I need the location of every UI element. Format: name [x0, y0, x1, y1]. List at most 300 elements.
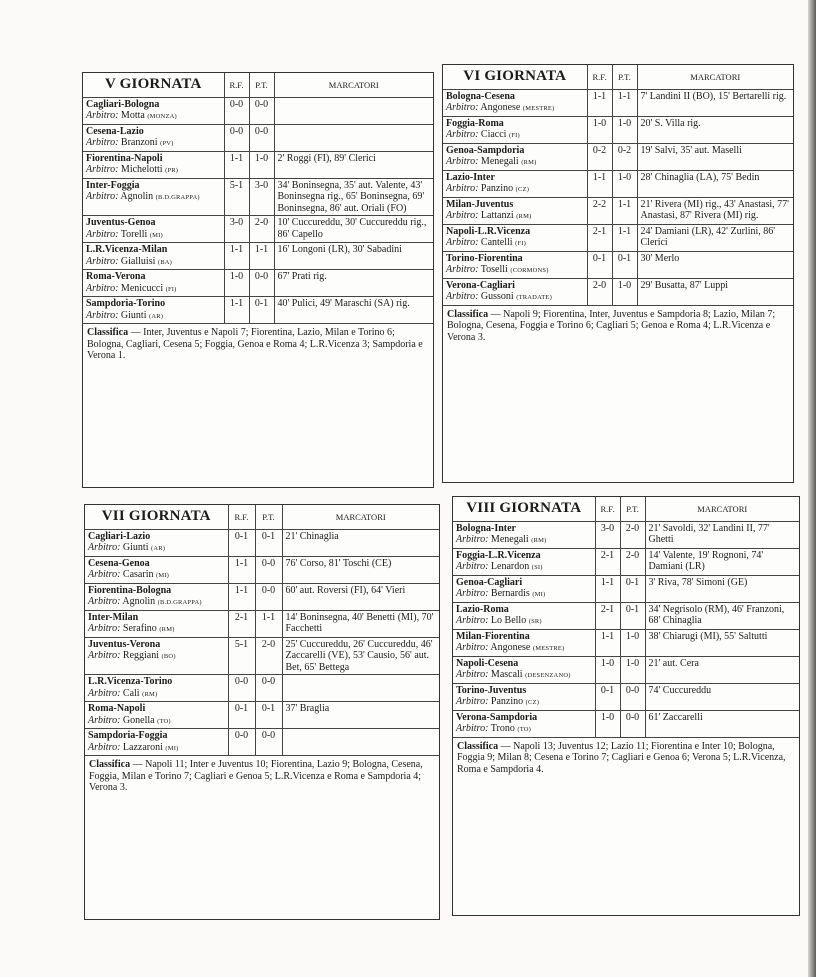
referee-city: (MI): [165, 744, 179, 752]
referee-label: Arbitro:: [88, 596, 121, 607]
final-score: 5-1: [228, 637, 255, 675]
scorers: 25' Cuccureddu, 26' Cuccureddu, 46' Zaccarelli (VE), 53' Causio, 56' aut. Bet, 65' Bettega: [282, 637, 439, 675]
referee-name: Angonese: [490, 642, 531, 653]
referee-name: Menegali: [480, 156, 519, 167]
column-header-rf: R.F.: [587, 65, 612, 89]
referee-line: [456, 561, 592, 574]
referee-line: [456, 642, 592, 655]
half-time-score: 2-0: [620, 548, 645, 575]
referee-label: Arbitro:: [88, 687, 121, 699]
match-row: [453, 656, 799, 683]
match-cell: [443, 116, 587, 143]
referee-name: Giunti: [120, 309, 147, 321]
match-cell: [85, 637, 228, 675]
referee-label: Arbitro:: [456, 588, 489, 599]
match-cell: [83, 270, 224, 297]
referee-name: Panzino: [480, 183, 514, 194]
match-cell: [443, 278, 587, 305]
referee-line: [446, 183, 584, 196]
referee-name: Michelotti: [120, 164, 163, 175]
match-row: [443, 89, 793, 116]
giornata-title: VII GIORNATA: [85, 505, 228, 529]
classifica-label: Classifica: [447, 308, 489, 320]
match-teams: Inter-Foggia: [86, 179, 140, 191]
match-teams: L.R.Vicenza-Milan: [86, 244, 168, 255]
referee-city: (TO): [517, 726, 532, 733]
match-teams: Torino-Fiorentina: [446, 252, 523, 264]
referee-city: (SR): [528, 618, 542, 625]
match-teams: Foggia-Roma: [446, 117, 504, 129]
referee-city: (MESTRE): [532, 645, 565, 652]
scorers: [274, 97, 433, 124]
match-row: [85, 610, 439, 637]
referee-line: [88, 569, 225, 582]
referee-city: (AR): [148, 312, 164, 320]
match-row: [443, 251, 793, 278]
referee-name: Toselli: [480, 264, 508, 275]
half-time-score: 0-0: [255, 583, 282, 610]
half-time-score: 1-0: [620, 629, 645, 656]
referee-label: Arbitro:: [446, 129, 479, 140]
half-time-score: 1-0: [612, 278, 637, 305]
referee-line: [86, 310, 221, 323]
match-row: [85, 556, 439, 583]
final-score: 1-0: [224, 270, 249, 297]
final-score: 1-0: [587, 116, 612, 143]
match-cell: [85, 583, 228, 610]
referee-name: Calì: [122, 687, 140, 699]
results-table: [85, 505, 439, 756]
match-teams: Cesena-Lazio: [86, 125, 144, 137]
match-row: [83, 216, 433, 243]
match-teams: Roma-Verona: [86, 271, 146, 282]
scorers: 20' S. Villa rig.: [637, 116, 793, 143]
classifica: [443, 306, 793, 347]
match-teams: Milan-Juventus: [446, 198, 514, 210]
referee-label: Arbitro:: [446, 210, 479, 221]
referee-name: Ciacci: [480, 129, 507, 140]
half-time-score: 0-0: [249, 270, 274, 297]
referee-name: Giunti: [122, 542, 149, 553]
referee-label: Arbitro:: [86, 282, 119, 294]
referee-name: Lazzaroni: [122, 741, 163, 753]
classifica-label: Classifica: [87, 327, 129, 338]
match-teams: Genoa-Cagliari: [456, 576, 523, 588]
column-header-rf: R.F.: [228, 505, 255, 529]
match-teams: Bologna-Cesena: [446, 90, 515, 102]
match-cell: [85, 675, 228, 702]
match-row: [85, 729, 439, 756]
referee-city: (MI): [155, 572, 170, 579]
match-teams: Milan-Fiorentina: [456, 630, 530, 642]
referee-label: Arbitro:: [456, 642, 489, 653]
match-cell: [443, 251, 587, 278]
match-row: [85, 529, 439, 556]
scorers: 21' aut. Cera: [645, 656, 799, 683]
header-row: [443, 65, 793, 89]
match-teams: Cesena-Genoa: [88, 557, 150, 569]
match-row: [453, 683, 799, 710]
final-score: 1-1: [224, 243, 249, 270]
classifica: [453, 738, 799, 779]
referee-city: (AR): [150, 545, 166, 552]
scorers: 34' Negrisolo (RM), 46' Franzoni, 68' Chinaglia: [645, 602, 799, 629]
scorers: 19' Salvi, 35' aut. Maselli: [637, 143, 793, 170]
referee-city: (CZ): [515, 186, 530, 193]
half-time-score: 0-1: [249, 297, 274, 324]
match-row: [83, 270, 433, 297]
match-row: [85, 675, 439, 702]
half-time-score: 1-1: [612, 224, 637, 251]
classifica-text: — Napoli 11; Inter e Juventus 10; Fiorentina, Lazio 9; Bologna, Cesena, Foggia, Milan e Torino 7; Cagliari e Genoa 5; L.R.Vicenza e Roma e Sampdoria 4; Verona 3.: [89, 759, 423, 793]
match-cell: [453, 656, 595, 683]
referee-line: [446, 237, 584, 250]
scorers: 60' aut. Roversi (FI), 64' Vieri: [282, 583, 439, 610]
half-time-score: 0-0: [249, 124, 274, 151]
match-cell: [85, 556, 228, 583]
half-time-score: 1-1: [612, 89, 637, 116]
match-row: [443, 170, 793, 197]
referee-name: Reggiani: [122, 650, 160, 661]
classifica-label: Classifica: [457, 740, 499, 752]
match-row: [83, 297, 433, 324]
referee-city: (B.D.GRAPPA): [155, 194, 200, 201]
column-header-pt: P.T.: [249, 73, 274, 97]
referee-city: (RM): [159, 626, 175, 633]
referee-label: Arbitro:: [86, 255, 119, 267]
referee-label: Arbitro:: [446, 291, 479, 302]
scorers: 14' Boninsegna, 40' Benetti (MI), 70' Facchetti: [282, 610, 439, 637]
referee-line: [88, 650, 225, 663]
referee-line: [88, 742, 225, 755]
match-teams: Foggia-L.R.Vicenza: [456, 549, 541, 561]
referee-city: (PV): [160, 140, 174, 147]
referee-line: [456, 534, 592, 547]
match-teams: Lazio-Inter: [446, 171, 495, 183]
referee-line: [456, 723, 592, 736]
referee-label: Arbitro:: [86, 137, 119, 148]
match-row: [85, 702, 439, 729]
referee-city: (TO): [157, 717, 171, 725]
final-score: 3-0: [224, 216, 249, 243]
referee-label: Arbitro:: [446, 156, 479, 167]
half-time-score: 1-1: [249, 243, 274, 270]
final-score: 1-1: [228, 583, 255, 610]
final-score: 0-1: [595, 683, 620, 710]
match-row: [83, 97, 433, 124]
final-score: 0-0: [228, 729, 255, 756]
panel-vii-giornata: [84, 504, 440, 920]
referee-city: (MESTRE): [522, 105, 555, 112]
final-score: 2-1: [228, 610, 255, 637]
match-cell: [453, 575, 595, 602]
match-cell: [443, 143, 587, 170]
referee-name: Lenardon: [490, 561, 530, 572]
half-time-score: 1-1: [255, 610, 282, 637]
scorers: 38' Chiarugi (MI), 55' Saltutti: [645, 629, 799, 656]
referee-name: Lo Bello: [490, 615, 527, 626]
referee-name: Angonese: [480, 102, 521, 113]
half-time-score: 0-1: [255, 702, 282, 729]
referee-line: [88, 715, 225, 728]
referee-city: (PR): [165, 167, 179, 174]
final-score: 0-2: [587, 143, 612, 170]
half-time-score: 0-0: [255, 729, 282, 756]
classifica-text: — Napoli 9; Fiorentina, Inter, Juventus e Sampdoria 8; Lazio, Milan 7; Bologna, Cesena, Foggia e Torino 6; Cagliari 5; Genoa e Roma 4; L.R.Vicenza e Verona 3.: [447, 308, 776, 343]
scorers: 67' Prati rig.: [274, 270, 433, 297]
final-score: 1-0: [595, 656, 620, 683]
final-score: 1-1: [228, 556, 255, 583]
half-time-score: 3-0: [249, 178, 274, 216]
match-teams: Sampdoria-Foggia: [88, 730, 168, 741]
referee-city: (RM): [516, 213, 532, 220]
column-header-rf: R.F.: [595, 497, 620, 521]
header-row: [453, 497, 799, 521]
referee-line: [86, 191, 221, 204]
match-teams: Napoli-L.R.Vicenza: [446, 225, 531, 237]
half-time-score: 0-2: [612, 143, 637, 170]
scorers: 10' Cuccureddu, 30' Cuccureddu rig., 86' Capello: [274, 216, 433, 243]
referee-city: (FI): [165, 285, 177, 293]
match-cell: [453, 629, 595, 656]
referee-city: (RM): [521, 159, 537, 166]
scorers: 28' Chinaglia (LA), 75' Bedin: [637, 170, 793, 197]
referee-name: Trono: [490, 723, 515, 734]
match-cell: [453, 710, 595, 737]
match-cell: [443, 170, 587, 197]
match-row: [443, 143, 793, 170]
match-cell: [83, 151, 224, 178]
match-teams: Bologna-Inter: [456, 522, 516, 534]
match-row: [443, 197, 793, 224]
final-score: 0-0: [224, 97, 249, 124]
half-time-score: 1-0: [620, 656, 645, 683]
classifica: [85, 756, 439, 797]
match-row: [85, 637, 439, 675]
giornata-title: VIII GIORNATA: [453, 497, 595, 521]
scorers: 30' Merlo: [637, 251, 793, 278]
referee-line: [446, 291, 584, 304]
match-row: [443, 224, 793, 251]
match-teams: Juventus-Genoa: [86, 217, 156, 228]
referee-name: Cantelli: [480, 237, 513, 248]
referee-label: Arbitro:: [456, 534, 489, 545]
match-row: [453, 575, 799, 602]
half-time-score: 0-0: [255, 675, 282, 702]
referee-label: Arbitro:: [446, 237, 479, 248]
referee-label: Arbitro:: [456, 669, 489, 680]
final-score: 1-1: [587, 170, 612, 197]
referee-name: Mascali: [490, 669, 523, 680]
referee-line: [456, 615, 592, 628]
column-header-marcatori: MARCATORI: [645, 497, 799, 521]
half-time-score: 0-1: [620, 602, 645, 629]
column-header-pt: P.T.: [620, 497, 645, 521]
column-header-marcatori: MARCATORI: [282, 505, 439, 529]
match-cell: [453, 683, 595, 710]
referee-label: Arbitro:: [88, 623, 121, 634]
referee-name: Motta: [120, 110, 145, 121]
match-cell: [453, 521, 595, 548]
referee-name: Agnolin: [122, 596, 156, 607]
referee-city: (BO): [161, 653, 176, 660]
final-score: 1-1: [224, 151, 249, 178]
referee-line: [456, 696, 592, 709]
referee-name: Bernardis: [490, 588, 530, 599]
scorers: 40' Pulici, 49' Maraschi (SA) rig.: [274, 297, 433, 324]
half-time-score: 0-0: [255, 556, 282, 583]
panel-viii-giornata: [452, 496, 800, 916]
final-score: 2-1: [595, 548, 620, 575]
scorers: [282, 729, 439, 756]
half-time-score: 1-0: [249, 151, 274, 178]
referee-label: Arbitro:: [456, 561, 489, 572]
half-time-score: 1-0: [612, 116, 637, 143]
match-cell: [443, 89, 587, 116]
referee-name: Menegali: [490, 534, 529, 545]
match-row: [443, 278, 793, 305]
referee-name: Torelli: [120, 228, 148, 240]
referee-name: Lattanzi: [480, 210, 514, 221]
scorers: 2' Roggi (FI), 89' Clerici: [274, 151, 433, 178]
final-score: 5-1: [224, 178, 249, 216]
giornata-title: VI GIORNATA: [443, 65, 587, 89]
match-row: [83, 124, 433, 151]
scorers: 7' Landini II (BO), 15' Bertarelli rig.: [637, 89, 793, 116]
match-cell: [453, 602, 595, 629]
final-score: 2-0: [587, 278, 612, 305]
referee-line: [86, 164, 221, 177]
final-score: 1-1: [587, 89, 612, 116]
match-cell: [443, 197, 587, 224]
referee-label: Arbitro:: [446, 183, 479, 194]
referee-city: (BA): [157, 258, 173, 266]
column-header-rf: R.F.: [224, 73, 249, 97]
match-cell: [83, 178, 224, 216]
referee-line: [88, 542, 225, 555]
referee-line: [446, 264, 584, 277]
referee-name: Gussoni: [480, 291, 514, 302]
referee-label: Arbitro:: [88, 569, 121, 580]
referee-name: Gialluisi: [120, 255, 156, 267]
final-score: 2-2: [587, 197, 612, 224]
match-row: [85, 583, 439, 610]
referee-name: Gonella: [122, 714, 155, 726]
scorers: 16' Longoni (LR), 30' Sabadini: [274, 243, 433, 270]
match-cell: [83, 216, 224, 243]
referee-city: (FI): [515, 240, 527, 247]
final-score: 1-1: [595, 575, 620, 602]
match-cell: [453, 548, 595, 575]
header-row: [83, 73, 433, 97]
scorers: 29' Busatta, 87' Luppi: [637, 278, 793, 305]
referee-line: [86, 229, 221, 242]
referee-line: [86, 283, 221, 296]
scorers: 24' Damiani (LR), 42' Zurlini, 86' Clerici: [637, 224, 793, 251]
referee-city: (CZ): [525, 699, 540, 706]
scorers: 21' Rivera (MI) rig., 43' Anastasi, 77' Anastasi, 87' Rivera (MI) rig.: [637, 197, 793, 224]
scorers: 3' Riva, 78' Simoni (GE): [645, 575, 799, 602]
referee-city: (MI): [532, 591, 546, 598]
match-cell: [85, 529, 228, 556]
scorers: 76' Corso, 81' Toschi (CE): [282, 556, 439, 583]
referee-city: (RM): [531, 537, 547, 544]
referee-label: Arbitro:: [86, 191, 119, 202]
match-teams: Genoa-Sampdoria: [446, 144, 525, 156]
half-time-score: 1-0: [612, 170, 637, 197]
final-score: 0-0: [224, 124, 249, 151]
referee-name: Agnolin: [120, 191, 154, 202]
half-time-score: 0-0: [620, 710, 645, 737]
referee-label: Arbitro:: [88, 542, 121, 553]
match-teams: Sampdoria-Torino: [86, 298, 166, 309]
final-score: 1-1: [595, 629, 620, 656]
final-score: 0-0: [228, 675, 255, 702]
referee-label: Arbitro:: [86, 164, 119, 175]
match-row: [83, 151, 433, 178]
match-teams: L.R.Vicenza-Torino: [88, 676, 173, 687]
match-cell: [443, 224, 587, 251]
match-cell: [83, 297, 224, 324]
final-score: 1-0: [595, 710, 620, 737]
match-cell: [83, 97, 224, 124]
match-teams: Juventus-Verona: [88, 638, 161, 650]
half-time-score: 2-0: [620, 521, 645, 548]
page-edge-shadow: [808, 0, 816, 977]
half-time-score: 0-0: [620, 683, 645, 710]
referee-line: [456, 669, 592, 682]
referee-label: Arbitro:: [86, 228, 119, 240]
match-row: [453, 629, 799, 656]
match-teams: Fiorentina-Bologna: [88, 584, 172, 596]
referee-city: (B.D.GRAPPA): [157, 599, 202, 606]
scorers: 37' Braglia: [282, 702, 439, 729]
classifica-text: — Inter, Juventus e Napoli 7; Fiorentina, Lazio, Milan e Torino 6; Bologna, Cagliari, Cesena 5; Foggia, Genoa e Roma 4; L.R.Vicenza 3; Sampdoria e Verona 1.: [87, 327, 423, 361]
half-time-score: 2-0: [255, 637, 282, 675]
referee-line: [88, 596, 225, 609]
scorers: 34' Boninsegna, 35' aut. Valente, 43' Boninsegna rig., 65' Boninsegna, 69' Boninsegna, 86' aut. Oriali (FO): [274, 178, 433, 216]
final-score: 2-1: [587, 224, 612, 251]
classifica-text: — Napoli 13; Juventus 12; Lazio 11; Fiorentina e Inter 10; Bologna, Foggia 9; Milan 8; Cesena e Torino 7; Cagliari e Genoa 6; Verona 5; L.R.Vicenza, Roma e Sampdoria 4.: [457, 740, 786, 775]
match-row: [83, 243, 433, 270]
half-time-score: 2-0: [249, 216, 274, 243]
referee-label: Arbitro:: [88, 741, 121, 753]
referee-name: Serafino: [122, 623, 157, 634]
match-teams: Lazio-Roma: [456, 603, 509, 615]
scorers: 21' Savoldi, 32' Landini II, 77' Ghetti: [645, 521, 799, 548]
referee-line: [446, 102, 584, 115]
referee-label: Arbitro:: [86, 110, 119, 121]
panel-vi-giornata: [442, 64, 794, 483]
referee-city: (TRADATE): [516, 294, 552, 301]
half-time-score: 0-1: [620, 575, 645, 602]
match-cell: [83, 243, 224, 270]
half-time-score: 0-1: [255, 529, 282, 556]
referee-city: (MI): [149, 231, 163, 239]
column-header-pt: P.T.: [255, 505, 282, 529]
half-time-score: 0-1: [612, 251, 637, 278]
referee-label: Arbitro:: [456, 696, 489, 707]
referee-line: [88, 623, 225, 636]
final-score: 0-1: [228, 702, 255, 729]
referee-line: [456, 588, 592, 601]
referee-line: [86, 110, 221, 123]
match-cell: [85, 729, 228, 756]
match-row: [443, 116, 793, 143]
referee-name: Branzoni: [120, 137, 158, 148]
classifica: [83, 324, 433, 365]
referee-city: (SI): [531, 564, 543, 571]
